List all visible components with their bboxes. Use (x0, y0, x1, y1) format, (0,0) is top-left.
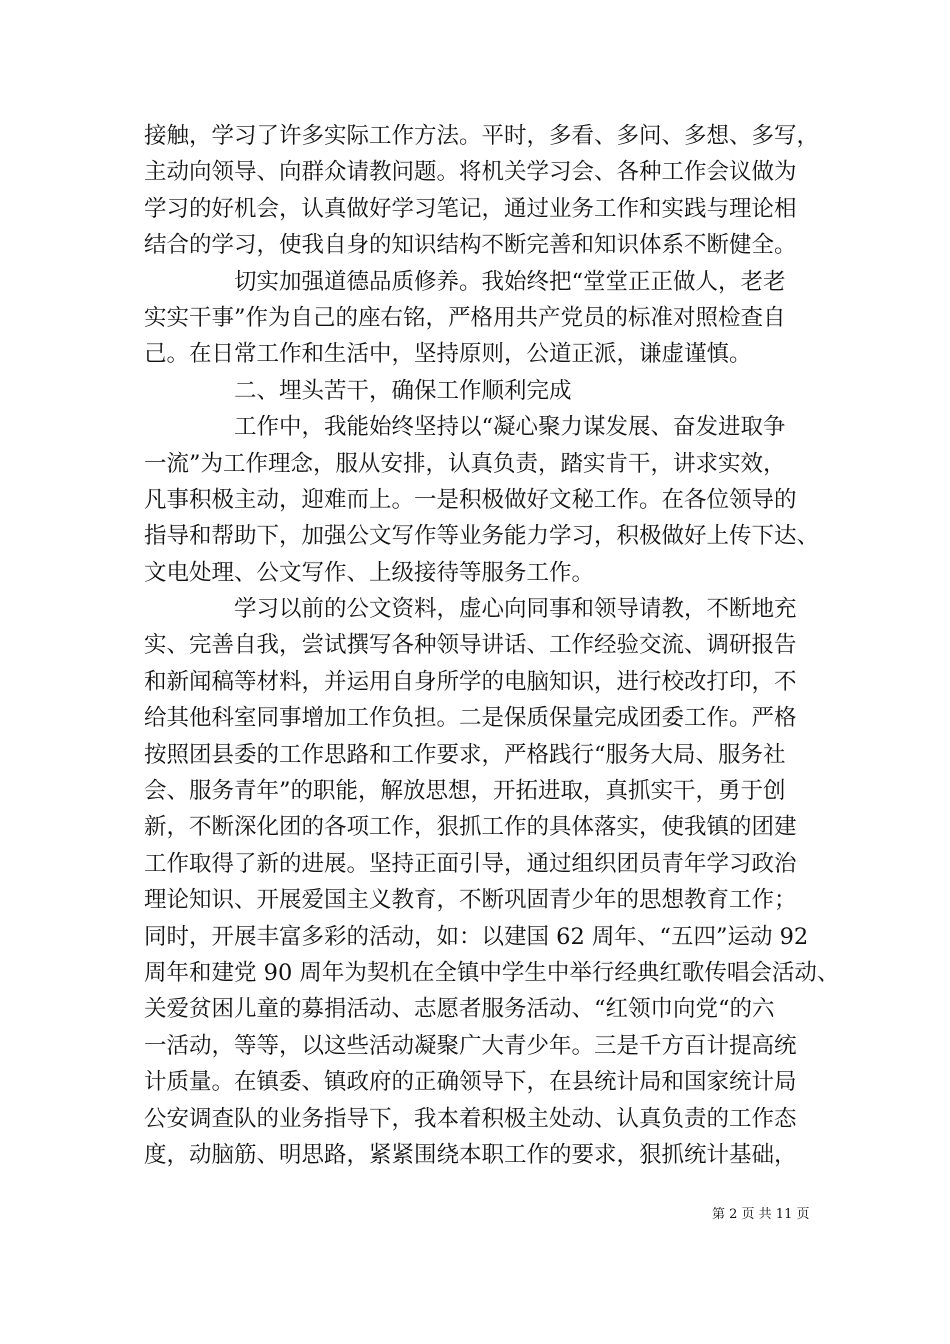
text-line: 理论知识、开展爱国主义教育，不断巩固青少年的思想教育工作； (144, 887, 797, 914)
text-line: 接触，学习了许多实际工作方法。平时，多看、多问、多想、多写， (144, 123, 820, 149)
text-line: 主动向领导、向群众请教问题。将机关学习会、各种工作会议做为 (144, 159, 797, 186)
text-line: 关爱贫困儿童的募捐活动、志愿者服务活动、“红领巾向党“的六 (144, 996, 775, 1023)
text-line: 公安调查队的业务指导下，我本着积极主处动、认真负责的工作态 (144, 1105, 797, 1132)
text-line: 实实干事”作为自己的座右铭，严格用共产党员的标准对照检查自 (144, 304, 786, 331)
text-line: 一活动，等等，以这些活动凝聚广大青少年。三是千方百计提高统 (144, 1032, 797, 1059)
text-line: 文电处理、公文写作、上级接待等服务工作。 (144, 559, 595, 586)
text-line: 实、完善自我，尝试撰写各种领导讲话、工作经验交流、调研报告 (144, 632, 797, 659)
text-line: 一流”为工作理念，服从安排，认真负责，踏实肯干，讲求实效， (144, 450, 786, 477)
text-line: 计质量。在镇委、镇政府的正确领导下，在县统计局和国家统计局 (144, 1069, 797, 1096)
text-line: 和新闻稿等材料，并运用自身所学的电脑知识，进行校改打印，不 (144, 668, 797, 695)
text-line: 切实加强道德品质修养。我始终把“堂堂正正做人，老老 (144, 268, 786, 295)
text-line: 凡事积极主动，迎难而上。一是积极做好文秘工作。在各位领导的 (144, 486, 797, 513)
text-line: 给其他科室同事增加工作负担。二是保质保量完成团委工作。严格 (144, 705, 797, 732)
text-line: 学习以前的公文资料，虚心向同事和领导请教，不断地充 (144, 596, 797, 623)
text-line: 结合的学习，使我自身的知识结构不断完善和知识体系不断健全。 (144, 232, 797, 259)
text-line: 工作取得了新的进展。坚持正面引导，通过组织团员青年学习政治 (144, 850, 797, 877)
text-line: 学习的好机会，认真做好学习笔记，通过业务工作和实践与理论相 (144, 195, 797, 222)
text-line: 度，动脑筋、明思路，紧紧围绕本职工作的要求，狠抓统计基础， (144, 1141, 797, 1168)
text-line: 同时，开展丰富多彩的活动，如：以建国 62 周年、“五四”运动 92 (144, 923, 809, 950)
text-line: 工作中，我能始终坚持以“凝心聚力谋发展、奋发进取争 (144, 414, 786, 441)
text-line: 己。在日常工作和生活中，坚持原则，公道正派，谦虚谨慎。 (144, 341, 752, 368)
text-line: 会、服务青年”的职能，解放思想，开拓进取，真抓实干，勇于创 (144, 778, 786, 805)
text-line: 按照团县委的工作思路和工作要求，严格践行“服务大局、服务社 (144, 741, 786, 768)
text-line: 周年和建党 90 周年为契机在全镇中学生中举行经典红歌传唱会活动、 (144, 959, 840, 986)
text-line: 新，不断深化团的各项工作，狠抓工作的具体落实，使我镇的团建 (144, 814, 797, 841)
section-heading: 二、埋头苦干，确保工作顺利完成 (144, 377, 572, 404)
text-line: 指导和帮助下，加强公文写作等业务能力学习，积极做好上传下达、 (144, 523, 820, 550)
document-body (144, 118, 840, 1173)
page-number: 第 2 页 共 11 页 (712, 1207, 810, 1222)
